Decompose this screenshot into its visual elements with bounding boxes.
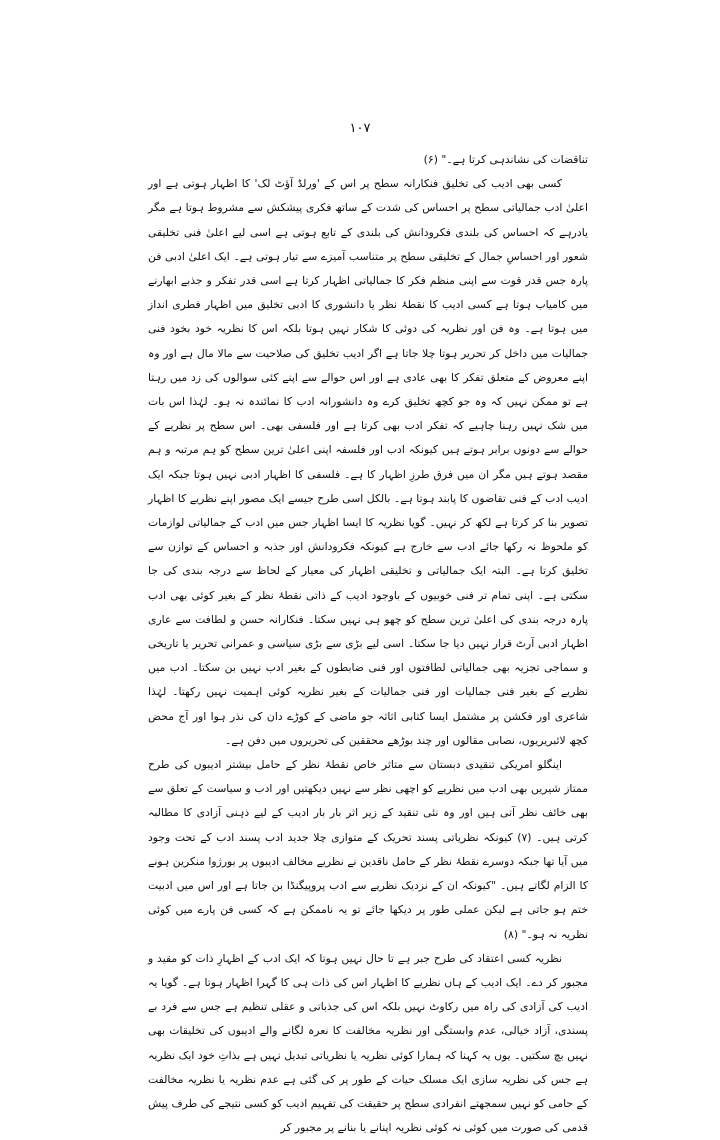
paragraph: کسی بھی ادیب کی تخلیق فنکارانہ سطح پر اس کے 'ورلڈ آؤٹ لک' کا اظہار ہوتی ہے اور اعلیٰ ادب جمالیاتی سطح پر احساس کی شدت کے ساتھ فکری پیشکش سے مشروط ہوتا ہے مگر یادرہے کہ احساس کی بلندی فکرودانش کی بلندی کے تابع ہوتی ہے اسی لیے اعلیٰ فنی تخلیقی شعور اور احساسِ جمال کے تخلیقی سطح پر متناسب آمیزے سے تیار ہوتی ہے۔ ایک اعلیٰ ادبی فن پارہ جس قدر قوت سے اپنی منظم فکر کا جمالیاتی اظہار کرتا ہے اسی قدر تفکر و جذبے ابھارنے میں کامیاب ہوتا ہے کسی ادیب کا نقطۂ نظر یا دانشوری کا ادبی تخلیق میں اظہار فطری انداز میں ہوتا ہے۔ وہ فن اور نظریہ کی دوئی کا شکار نہیں ہوتا بلکہ اس کا نظریہ خود بخود فنی جمالیات میں داخل کر تحریر ہوتا چلا جاتا ہے اگر ادیب تخلیق کی صلاحیت سے مالا مال ہے اور وہ اپنے معروض کے متعلق تفکر کا بھی عادی ہے اور اس حوالے سے اپنے کئی سوالوں کی زد میں رہتا ہے تو ممکن نہیں کہ وہ جو کچھ تخلیق کرے وہ دانشورانہ ادب کا نمائندہ نہ ہو۔ لہٰذا اس بات میں شک نہیں رہنا چاہیے کہ تفکر ادب بھی کرتا ہے اور فلسفی بھی۔ اس سطح پر نظریے کے حوالے سے دونوں برابر ہوتے ہیں کیونکہ ادب اور فلسفہ اپنی اعلیٰ ترین سطح کو ہم مرتبہ و ہم مقصد ہوتے ہیں مگر ان میں فرق طرزِ اظہار کا ہے۔ فلسفی کا اظہار ادبی نہیں ہوتا جبکہ ایک ادیب ادب کے فنی تقاضوں کا پابند ہوتا ہے۔ بالکل اسی طرح جیسے ایک مصور اپنے نظریے کا اظہار تصویر بنا کر کرتا ہے لکھ کر نہیں۔ گویا نظریہ کا ایسا اظہار جس میں ادب کے جمالیاتی لوازمات کو ملحوظ نہ رکھا جائے ادب سے خارج ہے کیونکہ فکرودانش اور جذبہ و احساس کے توازن سے تخلیق کرتا ہے۔ البتہ ایک جمالیاتی و تخلیقی اظہار کی معیار کے لحاظ سے درجہ بندی کی جا سکتی ہے۔ اپنی تمام تر فنی خوبیوں کے باوجود ادیب کے ذاتی نقطۂ نظر کے بغیر کوئی بھی ادب پارہ درجہ بندی کی اعلیٰ ترین سطح کو چھو ہی نہیں سکتا۔ فنکارانہ حسن و لطافت سے عاری اظہار ادبی آرٹ قرار نہیں دیا جا سکتا۔ اسی لیے بڑی سے بڑی سیاسی و عمرانی تحریر یا تاریخی و سماجی تجزیہ بھی جمالیاتی لطافتوں اور فنی ضابطوں کے بغیر ادب نہیں بن سکتا۔ ادب میں نظریے کے بغیر فنی جمالیات اور فنی جمالیات کے بغیر نظریہ کوئی اہمیت نہیں رکھتا۔ لہٰذا شاعری اور فکشن پر مشتمل ایسا کتابی اثاثہ جو ماضی کے کوڑے دان کی نذر ہوا اور آج محض کچھ لائبریریوں، نصابی مقالوں اور چند بوڑھے محققین کی تحریروں میں دفن ہے۔ xyxy=(148,177,588,747)
paragraph: نظریہ کسی اعتقاد کی طرح جبر ہے تا حال نہیں ہوتا کہ ایک ادب کے اظہارِ ذات کو مقید و مجبور کر دے۔ ایک ادیب کے ہاں نظریے کا اظہار اس کی ذات ہی کا گہرا اظہار ہوتا ہے۔ گویا یہ ادیب کی آزادی کی راہ میں رکاوٹ نہیں بلکہ اس کی جذباتی و عقلی تنظیم ہے جس سے فرد بے پسندی، آزاد خیالی، عدم وابستگی اور نظریہ مخالفت کا نعرہ لگانے والے ادیبوں کی تخلیقات بھی نہیں بچ سکتیں۔ یوں یہ کہنا کہ ہمارا کوئی نظریہ یا نظریاتی تبدیل نہیں ہے بذاتِ خود ایک نظریہ ہے جس کی نظریہ سازی ایک مسلک حیات کے طور پر کی گئی ہے عدم نظریہ یا نظریہ مخالفت کے حامی کو نہیں سمجھتے انفرادی سطح پر حقیقت کی تفہیم ادیب کو کسی نتیجے کی طرف پیش قدمی کی صورت میں کوئی نہ کوئی نظریہ اپنانے یا بنانے پر مجبور کر xyxy=(148,951,588,1135)
body-text xyxy=(148,148,588,1140)
paragraph-continuation: تناقضات کی نشاندہی کرتا ہے۔" (۶) xyxy=(423,153,588,166)
page-number: ۱۰۷ xyxy=(349,121,371,136)
paragraph: اینگلو امریکی تنقیدی دبستان سے متاثر خاص نقطۂ نظر کے حامل بیشتر ادیبوں کی طرح ممتاز شیریں بھی ادب میں نظریے کو اچھی نظر سے نہیں دیکھتیں اور ادب و سیاست کے تعلق سے بھی خائف نظر آتی ہیں اور وہ نئی تنقید کے زیر اثر بار بار ادیب کے لیے ذہنی آزادی کا مطالبہ کرتی ہیں۔ (۷) کیونکہ نظریاتی پسند تحریک کے متوازی چلا جدید ادب پسند ادب کے تحت وجود میں آیا تھا جبکہ دوسرے نقطۂ نظر کے حامل ناقدین نے نظریے مخالف ادیبوں پر بورژوا منکرین ہونے کا الزام لگاتے ہیں۔ "کیونکہ ان کے نزدیک نظریے سے ادب پروپیگنڈا بن جاتا ہے اور اس میں ادبیت ختم ہو جاتی ہے لیکن عملی طور پر دیکھا جائے تو یہ ناممکن ہے کہ کسی فن پارے میں کوئی نظریہ نہ ہو۔" (۸) xyxy=(148,758,588,941)
